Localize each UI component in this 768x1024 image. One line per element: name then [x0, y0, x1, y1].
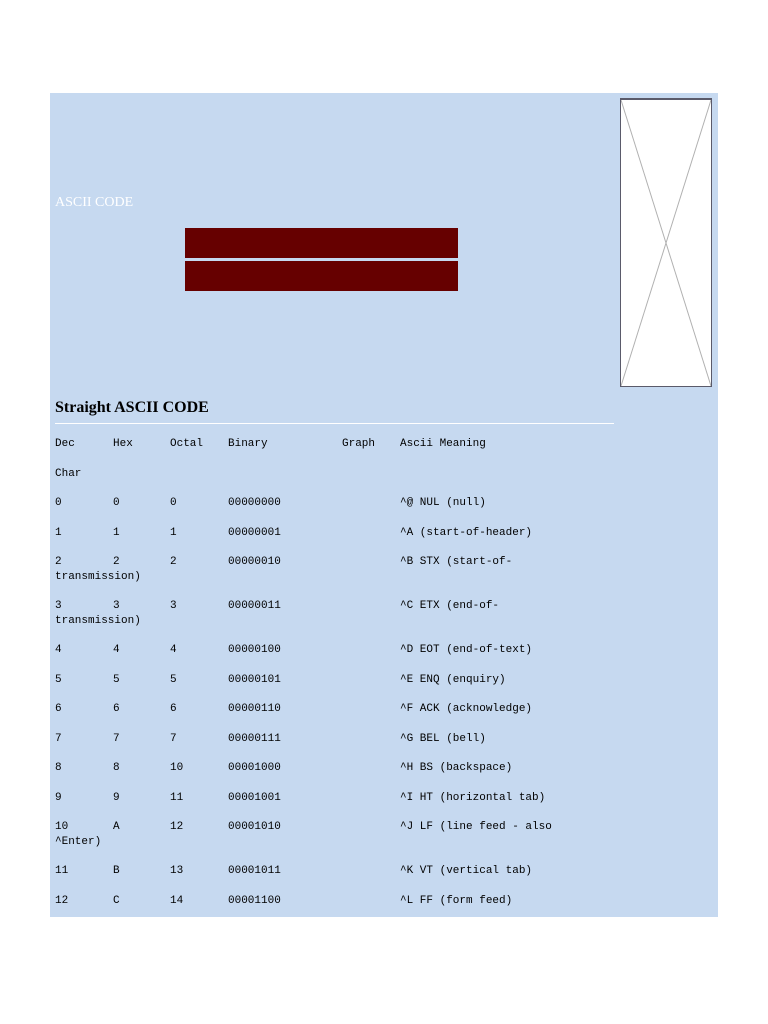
cell-octal: 14	[170, 894, 184, 907]
cell-octal: 12	[170, 821, 184, 833]
cell-meaning: ^E ENQ (enquiry)	[400, 673, 506, 686]
column-header-dec: Dec	[55, 438, 75, 450]
cell-hex: 8	[113, 762, 120, 774]
cell-dec: 1	[55, 526, 62, 539]
cell-binary: 00001000	[228, 762, 281, 774]
cell-octal: 10	[170, 762, 184, 774]
cell-dec: 8	[55, 762, 62, 774]
cell-hex: 9	[113, 791, 120, 804]
cell-meaning: ^L FF (form feed)	[400, 894, 513, 907]
cell-hex: A	[113, 821, 120, 833]
cell-octal: 5	[170, 673, 177, 686]
cell-hex: 4	[113, 644, 120, 656]
table-row	[55, 673, 615, 703]
cell-binary: 00000011	[228, 600, 281, 612]
table-row	[55, 791, 615, 821]
table-row	[55, 894, 615, 924]
table-row	[55, 555, 615, 599]
site-title: ASCII CODE	[55, 195, 134, 210]
table-row	[55, 643, 615, 673]
cell-dec: 0	[55, 497, 62, 509]
cell-hex: B	[113, 865, 120, 877]
cell-hex: 0	[113, 497, 120, 509]
broken-image-icon	[620, 98, 712, 387]
cell-octal: 11	[170, 791, 184, 804]
cell-binary: 00001010	[228, 821, 281, 833]
cell-hex: C	[113, 894, 120, 907]
cell-dec: 10	[55, 821, 69, 833]
cell-dec: 5	[55, 673, 62, 686]
nav-bar-bottom[interactable]	[185, 261, 458, 291]
cell-octal: 4	[170, 644, 177, 656]
cell-meaning: ^A (start-of-header)	[400, 526, 533, 539]
section-heading: Straight ASCII CODE	[55, 399, 209, 416]
cell-binary: 00001100	[228, 894, 281, 907]
divider	[55, 423, 614, 424]
table-row	[55, 864, 615, 894]
cell-meaning: ^B STX (start-of-	[400, 556, 513, 568]
cell-meaning-continuation: transmission)	[55, 614, 141, 627]
cell-dec: 9	[55, 791, 62, 804]
table-row	[55, 496, 615, 526]
cell-octal: 6	[170, 703, 177, 715]
cell-hex: 3	[113, 600, 120, 612]
cell-binary: 00000101	[228, 673, 281, 686]
cell-binary: 00001011	[228, 865, 281, 877]
cell-hex: 2	[113, 556, 120, 568]
table-row	[55, 702, 615, 732]
cell-meaning-continuation: ^Enter)	[55, 835, 102, 848]
cell-binary: 00000001	[228, 526, 281, 539]
cell-dec: 7	[55, 732, 62, 745]
cell-meaning: ^H BS (backspace)	[400, 762, 513, 774]
cell-hex: 1	[113, 526, 120, 539]
table-body	[55, 496, 615, 923]
column-header-meaning: Ascii Meaning	[400, 438, 486, 450]
cell-meaning: ^F ACK (acknowledge)	[400, 703, 533, 715]
cell-dec: 12	[55, 894, 69, 907]
cell-octal: 3	[170, 600, 177, 612]
table-row	[55, 820, 615, 864]
cell-meaning: ^K VT (vertical tab)	[400, 865, 533, 877]
cell-meaning: ^I HT (horizontal tab)	[400, 791, 546, 804]
cell-meaning: ^G BEL (bell)	[400, 732, 486, 745]
table-row	[55, 526, 615, 556]
cell-hex: 5	[113, 673, 120, 686]
cell-meaning: ^C ETX (end-of-	[400, 600, 500, 612]
column-header-octal: Octal	[170, 438, 204, 450]
column-header-hex: Hex	[113, 438, 133, 450]
table-row	[55, 761, 615, 791]
cell-meaning-continuation: transmission)	[55, 570, 141, 583]
cell-octal: 13	[170, 865, 184, 877]
cell-binary: 00000111	[228, 732, 281, 745]
content-panel	[50, 93, 718, 917]
cell-octal: 7	[170, 732, 177, 745]
cell-binary: 00001001	[228, 791, 281, 804]
table-header-row	[55, 437, 615, 467]
image-placeholder-x	[621, 100, 711, 386]
cell-hex: 7	[113, 732, 120, 745]
cell-binary: 00000000	[228, 497, 281, 509]
cell-octal: 2	[170, 556, 177, 568]
cell-dec: 6	[55, 703, 62, 715]
cell-hex: 6	[113, 703, 120, 715]
cell-meaning: ^J LF (line feed - also	[400, 821, 552, 833]
cell-meaning: ^D EOT (end-of-text)	[400, 644, 533, 656]
nav-bar-top[interactable]	[185, 228, 458, 258]
table-header-continuation	[55, 467, 615, 497]
cell-binary: 00000010	[228, 556, 281, 568]
cell-binary: 00000110	[228, 703, 281, 715]
cell-dec: 2	[55, 556, 62, 568]
column-header-char: Char	[55, 467, 82, 480]
cell-meaning: ^@ NUL (null)	[400, 497, 486, 509]
cell-dec: 3	[55, 600, 62, 612]
cell-binary: 00000100	[228, 644, 281, 656]
cell-octal: 0	[170, 497, 177, 509]
ascii-table	[55, 437, 615, 923]
column-header-graph: Graph	[342, 438, 376, 450]
column-header-binary: Binary	[228, 438, 268, 450]
table-row	[55, 599, 615, 643]
cell-octal: 1	[170, 526, 177, 539]
cell-dec: 4	[55, 644, 62, 656]
table-row	[55, 732, 615, 762]
cell-dec: 11	[55, 865, 69, 877]
